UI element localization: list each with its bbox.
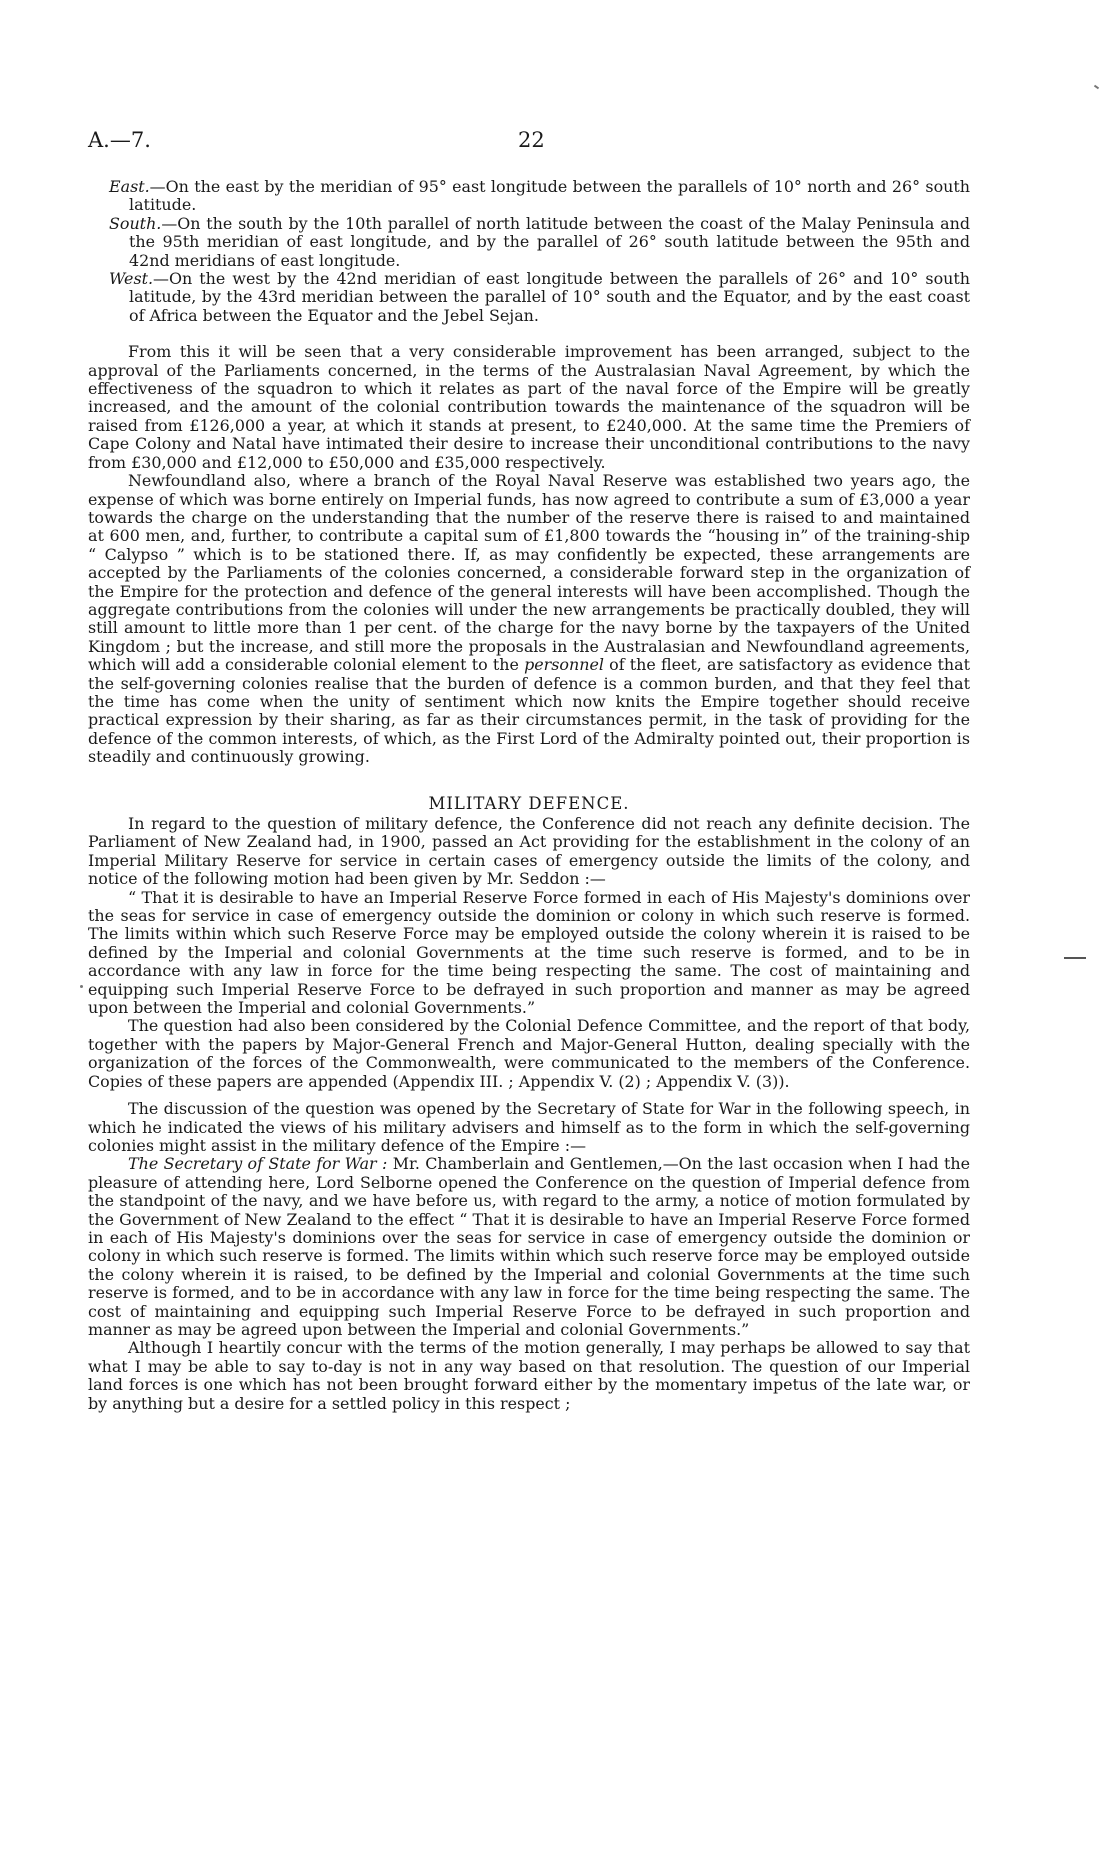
speaker-label: The Secretary of State for War :	[128, 1154, 388, 1174]
naval-paragraph-1: From this it will be seen that a very considerable improvement has been arranged, subject to the approval of the Parliaments concerned, in the terms of the Australasian Naval Agreement, by which the effectiveness of the squadron to which it relates as part of the naval force of the Empire will be greatly increased, and the amount of the colonial contribution towards the maintenance of the squadron will be raised from £126,000 a year, at which it stands at present, to £240,000. At the same time the Premiers of Cape Colony and Natal have intimated their desire to increase their unconditional contributions to the navy from £30,000 and £12,000 to £50,000 and £35,000 respectively.	[88, 342, 970, 472]
speech-text: Mr. Chamberlain and Gentlemen,—On the last occasion when I had the pleasure of attending here, Lord Selborne opened the Conference on the question of Imperial defence from the standpoint of the navy, and we have before us, with regard to the army, a notice of motion formulated by the Government of New Zealand to the effect “ That it is desirable to have an Imperial Reserve Force formed in each of His Majesty's dominions over the seas for service in case of emergency outside the dominion or colony in which such reserve is formed. The limits within which such reserve force may be employed outside the colony wherein it is raised, to be defined by the Imperial and colonial Governments at the time such reserve is formed, and to be in accordance with any law in force for the time being respecting the same. The cost of maintaining and equipping such Imperial Reserve Force to be defrayed in such proportion and manner as may be agreed upon between the Imperial and colonial Governments.”	[88, 1154, 970, 1339]
boundary-east	[88, 178, 970, 215]
document-reference: A.—7.	[88, 128, 151, 152]
military-paragraph-1: In regard to the question of military defence, the Conference did not reach any definite decision. The Parliament of New Zealand had, in 1900, passed an Act providing for the establishment in the colony of an Imperial Military Reserve for service in certain cases of emergency outside the limits of the colony, and notice of the following motion had been given by Mr. Seddon :—	[88, 814, 970, 889]
boundary-label: South.	[109, 213, 162, 233]
speech-paragraph	[88, 1155, 970, 1339]
boundary-south	[88, 215, 970, 270]
seddon-motion-quote: “ That it is desirable to have an Imperial Reserve Force formed in each of His Majesty's dominions over the seas for service in case of emergency outside the dominion or colony in which such reserve is formed. The limits within which such Reserve Force may be employed outside the colony wherein it is raised to be defined by the Imperial and colonial Governments at the time such reserve is formed, and to be in accordance with any law in force for the time being respecting the same. The cost of maintaining and equipping such Imperial Reserve Force to be defrayed in such proportion and manner as may be agreed upon between the Imperial and colonial Governments.”	[88, 887, 970, 1018]
naval-paragraph-2	[88, 472, 970, 767]
body-text	[88, 178, 970, 1413]
boundary-west	[88, 270, 970, 325]
boundary-text: —On the east by the meridian of 95° east longitude between the parallels of 10° north and 26° south latitude.	[129, 177, 970, 215]
military-paragraph-3: The discussion of the question was opened by the Secretary of State for War in the following speech, in which he indicated the views of his military advisers and himself as to the form in which the self-governing colonies might assist in the military defence of the Empire :—	[88, 1099, 970, 1155]
boundary-label: East.	[109, 177, 150, 196]
naval-paragraph-2-text-b: of the fleet, are satisfactory as evidence that the self-governing colonies realise that the burden of defence is a common burden, and that they feel that the time has come when the unity of sentiment which now knits the Empire together should receive practical expression by their sharing, as far as their circumstances permit, in the task of providing for the defence of the common interests, of which, as the First Lord of the Admiralty pointed out, their proportion is steadily and continuously growing.	[88, 655, 971, 767]
naval-paragraph-2-text-a: Newfoundland also, where a branch of the Royal Naval Reserve was established two years ago, the expense of which was borne entirely on Imperial funds, has now agreed to contribute a sum of £3,000 a year towards the charge on the understanding that the number of the reserve there is raised to and maintained at 600 men, and, further, to contribute a capital sum of £1,800 towards the “housing in” of the training-ship “ Calypso ” which is to be stationed there. If, as may confidently be expected, these arrangements are accepted by the Parliaments of the colonies concerned, a considerable forward step in the organization of the Empire for the protection and defence of the general interests will have been accomplished. Though the aggregate contributions from the colonies will under the new arrangements be practically doubled, they will still amount to little more than 1 per cent. of the charge for the navy borne by the taxpayers of the United Kingdom ; but the increase, and still more the proposals in the Australasian and Newfoundland agreements, which will add a considerable colonial element to the	[88, 471, 970, 675]
section-heading-military-defence: MILITARY DEFENCE.	[428, 793, 630, 813]
boundary-text: —On the west by the 42nd meridian of east longitude between the parallels of 26° and 10° south latitude, by the 43rd meridian between the parallel of 10° south and the Equator, and by the east coast of Africa between the Equator and the Jebel Sejan.	[129, 269, 970, 325]
military-paragraph-2: The question had also been considered by the Colonial Defence Committee, and the report of that body, together with the papers by Major-General French and Major-General Hutton, dealing specially with the organization of the forces of the Commonwealth, were communicated to the members of the Conference. Copies of these papers are appended (Appendix III. ; Appendix V. (2) ; Appendix V. (3)).	[88, 1016, 970, 1091]
boundary-label: West.	[109, 269, 154, 289]
page-header	[88, 128, 988, 160]
margin-dot-mark	[80, 985, 83, 988]
page-number: 22	[518, 128, 545, 152]
military-paragraph-4: Although I heartily concur with the terms of the motion generally, I may perhaps be allowed to say that what I may be able to say to-day is not in any way based on that resolution. The question of our Imperial land forces is one which has not been brought forward either by the momentary impetus of the late war, or by anything but a desire for a settled policy in this respect ;	[88, 1338, 970, 1413]
margin-dash-mark	[1064, 957, 1086, 959]
boundary-text: —On the south by the 10th parallel of north latitude between the coast of the Malay Peninsula and the 95th meridian of east longitude, and by the parallel of 26° south latitude between the 95th and 42nd meridians of east longitude.	[129, 213, 970, 270]
scan-mark	[1094, 85, 1099, 90]
naval-paragraph-2-italic: personnel	[524, 655, 604, 675]
